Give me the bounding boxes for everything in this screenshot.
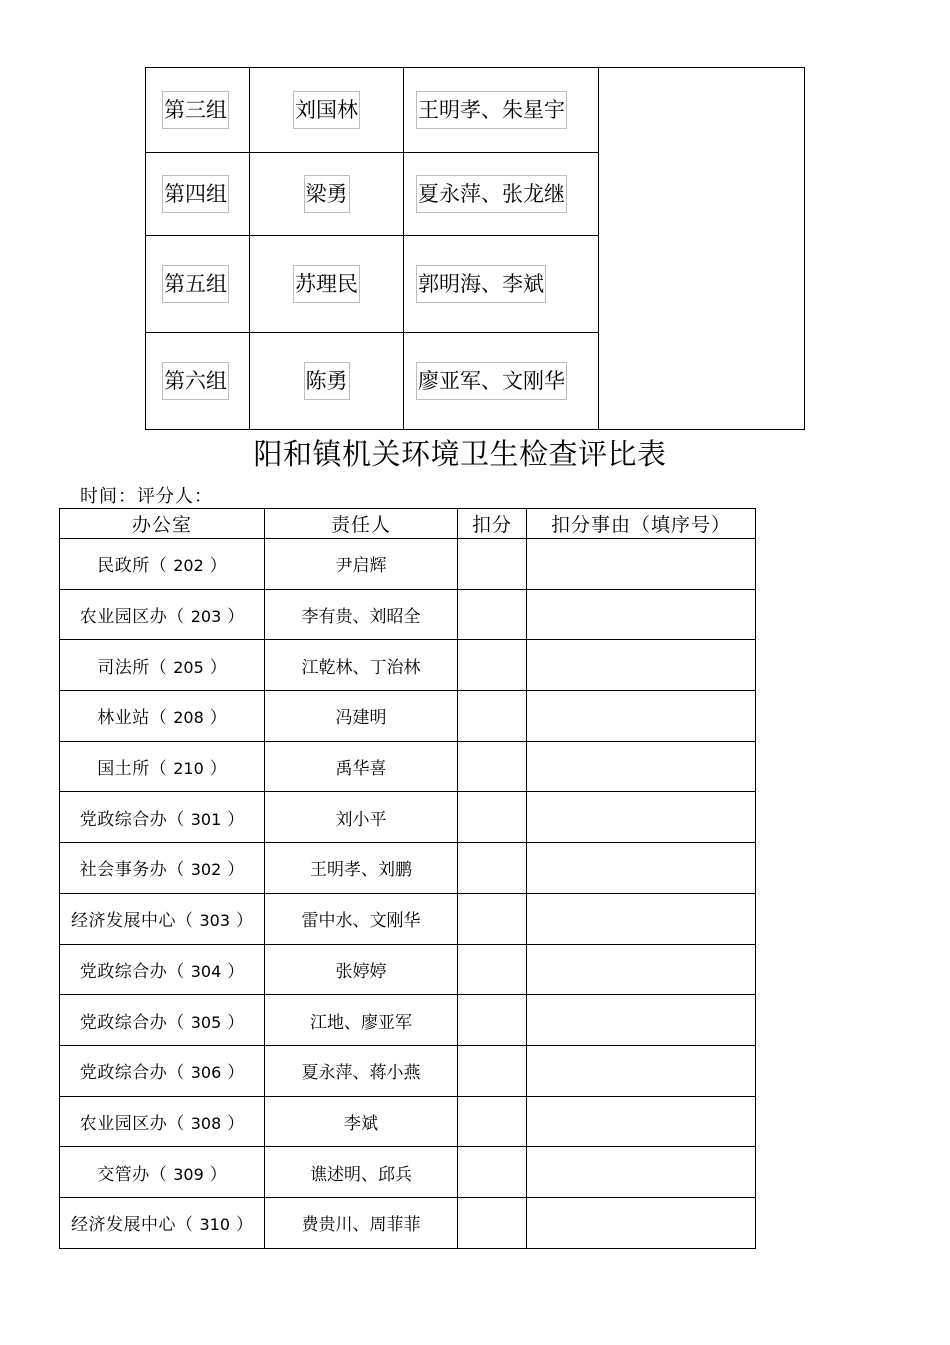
room-number: 208 xyxy=(173,708,204,728)
office-name: 党政综合办（ xyxy=(79,809,185,830)
table-row xyxy=(60,944,756,995)
group-leader: 苏理民 xyxy=(293,265,360,303)
office-cell xyxy=(60,944,265,995)
deduction-cell[interactable] xyxy=(458,893,527,944)
responsible-person: 刘小平 xyxy=(265,792,458,843)
office-cell xyxy=(60,1197,265,1248)
group-name: 第四组 xyxy=(162,175,229,213)
room-close-paren: ） xyxy=(209,556,227,577)
deduction-cell[interactable] xyxy=(458,1096,527,1147)
group-leader: 梁勇 xyxy=(304,175,350,213)
group-members: 夏永萍、张龙继 xyxy=(416,175,567,213)
group-table-body xyxy=(146,68,805,430)
table-row xyxy=(60,843,756,894)
deduction-reason-cell[interactable] xyxy=(527,640,756,691)
responsible-person: 雷中水、文刚华 xyxy=(265,893,458,944)
deduction-cell[interactable] xyxy=(458,539,527,590)
room-number: 303 xyxy=(199,911,231,931)
group-leader-cell xyxy=(250,236,404,333)
responsible-person: 费贵川、周菲菲 xyxy=(265,1197,458,1248)
deduction-reason-cell[interactable] xyxy=(527,1197,756,1248)
group-name-cell xyxy=(146,333,250,430)
room-close-paren: ） xyxy=(227,809,245,830)
page-title: 阳和镇机关环境卫生检查评比表 xyxy=(253,437,667,471)
responsible-person: 张婷婷 xyxy=(265,944,458,995)
room-close-paren: ） xyxy=(209,759,227,780)
table-row xyxy=(60,893,756,944)
room-close-paren: ） xyxy=(227,860,245,881)
room-close-paren: ） xyxy=(209,657,227,678)
group-members: 廖亚军、文刚华 xyxy=(416,362,567,400)
group-name: 第三组 xyxy=(162,91,229,129)
office-cell xyxy=(60,995,265,1046)
office-name: 经济发展中心（ xyxy=(70,911,194,932)
office-name: 交管办（ xyxy=(97,1164,168,1185)
office-name: 国土所（ xyxy=(97,759,168,780)
table-row xyxy=(60,640,756,691)
responsible-person: 谯述明、邱兵 xyxy=(265,1147,458,1198)
office-name: 社会事务办（ xyxy=(79,860,185,881)
office-cell xyxy=(60,741,265,792)
office-cell xyxy=(60,1147,265,1198)
deduction-reason-cell[interactable] xyxy=(527,539,756,590)
room-number: 310 xyxy=(199,1215,231,1235)
group-name: 第六组 xyxy=(162,362,229,400)
table-row xyxy=(60,1147,756,1198)
responsible-person: 夏永萍、蒋小燕 xyxy=(265,1045,458,1096)
office-name: 党政综合办（ xyxy=(79,1063,185,1084)
deduction-cell[interactable] xyxy=(458,995,527,1046)
office-cell xyxy=(60,843,265,894)
deduction-cell[interactable] xyxy=(458,741,527,792)
table-row xyxy=(60,589,756,640)
deduction-cell[interactable] xyxy=(458,1197,527,1248)
room-number: 305 xyxy=(190,1012,222,1032)
deduction-reason-cell[interactable] xyxy=(527,944,756,995)
table-row xyxy=(60,1197,756,1248)
office-cell xyxy=(60,893,265,944)
deduction-cell[interactable] xyxy=(458,843,527,894)
office-cell xyxy=(60,640,265,691)
deduction-reason-cell[interactable] xyxy=(527,1147,756,1198)
room-number: 203 xyxy=(190,607,222,627)
group-leader: 刘国林 xyxy=(293,91,360,129)
office-cell xyxy=(60,539,265,590)
office-name: 农业园区办（ xyxy=(79,607,185,628)
deduction-cell[interactable] xyxy=(458,691,527,742)
office-cell xyxy=(60,1045,265,1096)
group-leader-cell xyxy=(250,333,404,430)
responsible-person: 冯建明 xyxy=(265,691,458,742)
deduction-cell[interactable] xyxy=(458,944,527,995)
deduction-reason-cell[interactable] xyxy=(527,843,756,894)
room-number: 308 xyxy=(190,1113,222,1133)
room-number: 309 xyxy=(173,1164,204,1184)
deduction-cell[interactable] xyxy=(458,640,527,691)
table-row xyxy=(60,539,756,590)
group-notes-cell xyxy=(599,68,805,430)
group-members: 郭明海、李斌 xyxy=(416,265,546,303)
deduction-reason-cell[interactable] xyxy=(527,893,756,944)
deduction-cell[interactable] xyxy=(458,792,527,843)
group-members: 王明孝、朱星宇 xyxy=(416,91,567,129)
inspection-table xyxy=(59,508,756,1249)
time-and-scorer-line: 时间：评分人： xyxy=(80,486,213,507)
group-leader-cell xyxy=(250,68,404,153)
room-close-paren: ） xyxy=(227,1063,245,1084)
responsible-person: 李斌 xyxy=(265,1096,458,1147)
room-close-paren: ） xyxy=(209,1164,227,1185)
group-members-cell xyxy=(404,153,599,236)
group-table xyxy=(145,67,805,430)
table-row xyxy=(60,1096,756,1147)
deduction-reason-cell[interactable] xyxy=(527,1096,756,1147)
room-number: 306 xyxy=(190,1063,222,1083)
office-name: 林业站（ xyxy=(97,708,168,729)
room-close-paren: ） xyxy=(227,1113,245,1134)
deduction-reason-cell[interactable] xyxy=(527,691,756,742)
room-number: 205 xyxy=(173,657,204,677)
room-close-paren: ） xyxy=(236,911,254,932)
office-name: 司法所（ xyxy=(97,657,168,678)
office-name: 党政综合办（ xyxy=(79,1012,185,1033)
room-number: 304 xyxy=(190,961,222,981)
office-cell xyxy=(60,589,265,640)
header-deduction: 扣分 xyxy=(458,509,527,539)
office-name: 党政综合办（ xyxy=(79,961,185,982)
deduction-reason-cell[interactable] xyxy=(527,741,756,792)
responsible-person: 禹华喜 xyxy=(265,741,458,792)
group-leader: 陈勇 xyxy=(304,362,350,400)
room-close-paren: ） xyxy=(227,961,245,982)
group-members-cell xyxy=(404,236,599,333)
office-name: 民政所（ xyxy=(97,556,168,577)
room-number: 301 xyxy=(190,809,222,829)
office-name: 农业园区办（ xyxy=(79,1113,185,1134)
responsible-person: 王明孝、刘鹏 xyxy=(265,843,458,894)
deduction-cell[interactable] xyxy=(458,589,527,640)
deduction-cell[interactable] xyxy=(458,1045,527,1096)
header-deduction-reason: 扣分事由（填序号） xyxy=(527,509,756,539)
responsible-person: 李有贵、刘昭全 xyxy=(265,589,458,640)
header-responsible-person: 责任人 xyxy=(265,509,458,539)
deduction-reason-cell[interactable] xyxy=(527,1045,756,1096)
table-row xyxy=(60,995,756,1046)
table-row xyxy=(60,741,756,792)
header-office: 办公室 xyxy=(60,509,265,539)
table-row xyxy=(60,792,756,843)
group-leader-cell xyxy=(250,153,404,236)
deduction-reason-cell[interactable] xyxy=(527,995,756,1046)
table-row xyxy=(60,691,756,742)
office-name: 经济发展中心（ xyxy=(70,1215,194,1236)
table-row xyxy=(60,1045,756,1096)
group-members-cell xyxy=(404,333,599,430)
group-row xyxy=(146,68,805,153)
table-header-row xyxy=(60,509,756,539)
group-name-cell xyxy=(146,68,250,153)
deduction-reason-cell[interactable] xyxy=(527,792,756,843)
room-number: 202 xyxy=(173,556,204,576)
inspection-table-body xyxy=(60,539,756,1249)
group-members-cell xyxy=(404,68,599,153)
responsible-person: 尹启辉 xyxy=(265,539,458,590)
room-close-paren: ） xyxy=(227,1012,245,1033)
room-number: 210 xyxy=(173,759,204,779)
group-name: 第五组 xyxy=(162,265,229,303)
group-name-cell xyxy=(146,236,250,333)
responsible-person: 江乾林、丁治林 xyxy=(265,640,458,691)
responsible-person: 江地、廖亚军 xyxy=(265,995,458,1046)
group-name-cell xyxy=(146,153,250,236)
deduction-cell[interactable] xyxy=(458,1147,527,1198)
room-close-paren: ） xyxy=(227,607,245,628)
office-cell xyxy=(60,1096,265,1147)
room-close-paren: ） xyxy=(236,1215,254,1236)
office-cell xyxy=(60,792,265,843)
room-close-paren: ） xyxy=(209,708,227,729)
office-cell xyxy=(60,691,265,742)
deduction-reason-cell[interactable] xyxy=(527,589,756,640)
room-number: 302 xyxy=(190,860,222,880)
